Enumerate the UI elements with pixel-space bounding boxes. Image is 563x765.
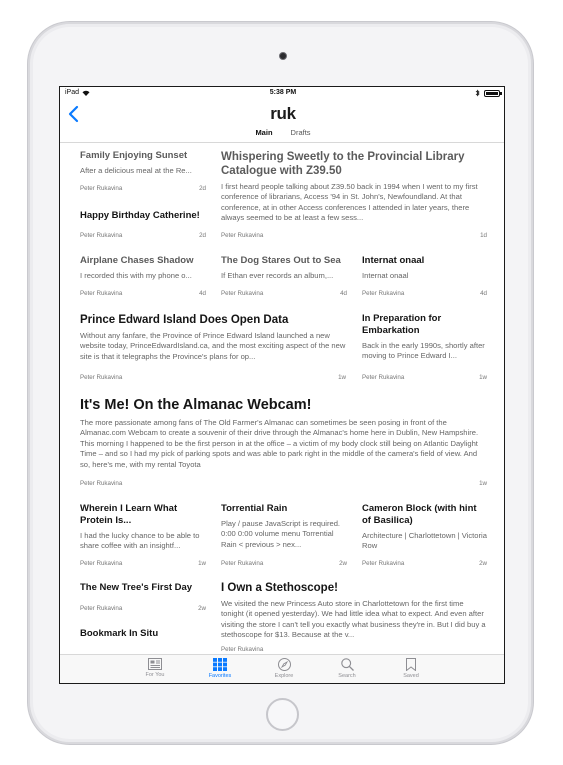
front-camera: [279, 52, 287, 60]
article-author: Peter Rukavina: [80, 232, 123, 239]
article-author: Peter Rukavina: [80, 605, 123, 612]
article-card[interactable]: [221, 503, 347, 550]
article-feed: [60, 144, 505, 654]
article-meta: [80, 232, 206, 239]
battery-icon: [484, 90, 500, 97]
newspaper-icon: [148, 658, 162, 670]
article-meta: [80, 480, 487, 487]
article-meta: [362, 290, 487, 297]
article-age: 1w: [479, 480, 487, 487]
article-card[interactable]: [362, 313, 487, 362]
tab-search[interactable]: [319, 658, 375, 679]
article-age: 4d: [340, 290, 347, 297]
article-age: 2d: [199, 185, 206, 192]
article-age: 1d: [480, 232, 487, 239]
article-meta: [80, 185, 206, 192]
article-card[interactable]: [362, 255, 487, 281]
article-meta: [221, 560, 347, 567]
article-author: Peter Rukavina: [221, 290, 264, 297]
tab-for-you[interactable]: [127, 658, 183, 678]
search-icon: [341, 658, 354, 671]
article-meta: [221, 232, 487, 239]
navigation-bar: [60, 99, 505, 143]
article-author: Peter Rukavina: [362, 560, 405, 567]
article-age: 1w: [479, 374, 487, 381]
article-card[interactable]: [221, 150, 487, 224]
article-meta: [80, 605, 206, 612]
article-card[interactable]: [80, 396, 487, 470]
segment-control: [60, 128, 505, 137]
tab-bar: [60, 654, 505, 684]
article-card[interactable]: [362, 503, 487, 552]
article-meta: [80, 290, 206, 297]
article-author: Peter Rukavina: [80, 185, 123, 192]
article-title: In Preparation for Embarkation: [362, 313, 442, 336]
status-time: 5:38 PM: [269, 89, 297, 96]
article-author: Peter Rukavina: [221, 232, 264, 239]
article-card[interactable]: [80, 313, 346, 362]
article-card[interactable]: [80, 503, 206, 552]
device-name: iPad: [65, 89, 80, 96]
article-age: 2w: [339, 560, 347, 567]
article-age: 4d: [199, 290, 206, 297]
bluetooth-icon: [475, 89, 480, 97]
article-excerpt: Back in the early 1990s, shortly after moving to Prince Edward I...: [362, 341, 485, 361]
bookmark-icon: [406, 658, 416, 671]
article-card[interactable]: [80, 582, 206, 594]
article-card[interactable]: [221, 581, 487, 641]
article-excerpt: Play / pause JavaScript is required. 0:00 0:00 volume menu Torrential Rain < previous > nex...: [221, 519, 341, 549]
article-title: Cameron Block (with hint of Basilica): [362, 503, 477, 526]
article-excerpt: Without any fanfare, the Province of Prince Edward Island launched a new website today, PrinceEdwardIsland.ca, and the most exciting aspect of the new site is that it telegraphs the Province's plans for op...: [80, 331, 346, 361]
segment-main[interactable]: Main: [255, 128, 273, 137]
article-title: Internat onaal: [362, 255, 425, 266]
article-title: Family Enjoying Sunset: [80, 150, 188, 161]
article-excerpt: Internat onaal: [362, 271, 409, 280]
tab-label: Favorites: [208, 673, 232, 679]
tab-saved[interactable]: [383, 658, 439, 679]
article-excerpt: I first heard people talking about Z39.50 back in 1994 when I went to my first conference of librarians, Access '94 in St. John's, Newfoundland. At that conference, at in other Access conferences I attended in later years, there always seemed to be at least a few sess...: [221, 182, 478, 223]
segment-drafts[interactable]: Drafts: [290, 128, 311, 137]
article-age: 4d: [480, 290, 487, 297]
home-button[interactable]: [266, 698, 299, 731]
article-age: 1w: [198, 560, 206, 567]
status-right: [475, 89, 500, 97]
article-excerpt: Architecture | Charlottetown | Victoria Row: [362, 531, 487, 551]
article-excerpt: The more passionate among fans of The Old Farmer's Almanac can sometimes be seen posing in front of the Almanac.com Webcam to create a souvenir of their drive through the Almanac's home here in Dublin, New Hampshire. This morning I happened to be the first person in at the office – a victim of my body clock still being on Atlantic Daylight Time – and so I had my pick of parking spots and was able to park right in the middle of the camera's field of view. And so, here's me, with my rental Toyota: [80, 418, 479, 469]
page-title: ruk: [270, 104, 296, 123]
article-meta: [221, 290, 347, 297]
article-age: 2d: [199, 232, 206, 239]
article-title: I Own a Stethoscope!: [221, 582, 338, 594]
article-title: Prince Edward Island Does Open Data: [80, 314, 289, 326]
article-meta: [80, 560, 206, 567]
article-card[interactable]: [80, 150, 206, 176]
article-card[interactable]: [80, 628, 206, 640]
article-meta: [221, 646, 487, 653]
article-title: Bookmark In Situ: [80, 628, 159, 639]
article-title: Wherein I Learn What Protein Is...: [80, 503, 178, 526]
article-title: Airplane Chases Shadow: [80, 255, 194, 266]
article-title: Whispering Sweetly to the Provincial Library Catalogue with Z39.50: [221, 151, 465, 177]
article-author: Peter Rukavina: [80, 374, 123, 381]
screen: [59, 86, 505, 684]
article-card[interactable]: [80, 255, 206, 281]
article-title: The New Tree's First Day: [80, 582, 193, 593]
tab-label: Search: [338, 673, 356, 679]
article-author: Peter Rukavina: [221, 560, 264, 567]
compass-icon: [278, 658, 291, 671]
article-age: 2w: [198, 605, 206, 612]
article-card[interactable]: [221, 255, 347, 281]
article-title: Torrential Rain: [221, 503, 288, 514]
article-excerpt: We visited the new Princess Auto store in Charlottetown for the first time tonight (it opened yesterday). We had little idea what to expect. And even after visiting the store I can't tell you exactly what business they're in. But I did buy a stethoscope for $13. Because at the v...: [221, 599, 486, 640]
article-author: Peter Rukavina: [362, 290, 405, 297]
article-title: The Dog Stares Out to Sea: [221, 255, 341, 266]
status-bar: [60, 87, 505, 99]
tab-favorites[interactable]: [192, 658, 248, 679]
article-author: Peter Rukavina: [221, 646, 264, 653]
article-excerpt: After a delicious meal at the Re...: [80, 166, 192, 175]
article-meta: [362, 560, 487, 567]
tab-label: Saved: [403, 673, 419, 679]
article-meta: [80, 374, 346, 381]
article-author: Peter Rukavina: [362, 374, 405, 381]
article-meta: [362, 374, 487, 381]
tab-label: Explore: [274, 673, 294, 679]
article-title: It's Me! On the Almanac Webcam!: [80, 397, 312, 413]
article-author: Peter Rukavina: [80, 560, 123, 567]
article-excerpt: I had the lucky chance to be able to share coffee with an insightf...: [80, 531, 200, 551]
article-excerpt: If Ethan ever records an album,...: [221, 271, 334, 280]
article-card[interactable]: [80, 210, 206, 222]
article-excerpt: I recorded this with my phone o...: [80, 271, 192, 280]
article-age: 2w: [479, 560, 487, 567]
article-author: Peter Rukavina: [80, 480, 123, 487]
article-title: Happy Birthday Catherine!: [80, 210, 200, 221]
tab-label: For You: [145, 672, 165, 678]
article-author: Peter Rukavina: [80, 290, 123, 297]
grid-icon: [213, 658, 227, 671]
tab-explore[interactable]: [256, 658, 312, 679]
article-age: 1w: [338, 374, 346, 381]
